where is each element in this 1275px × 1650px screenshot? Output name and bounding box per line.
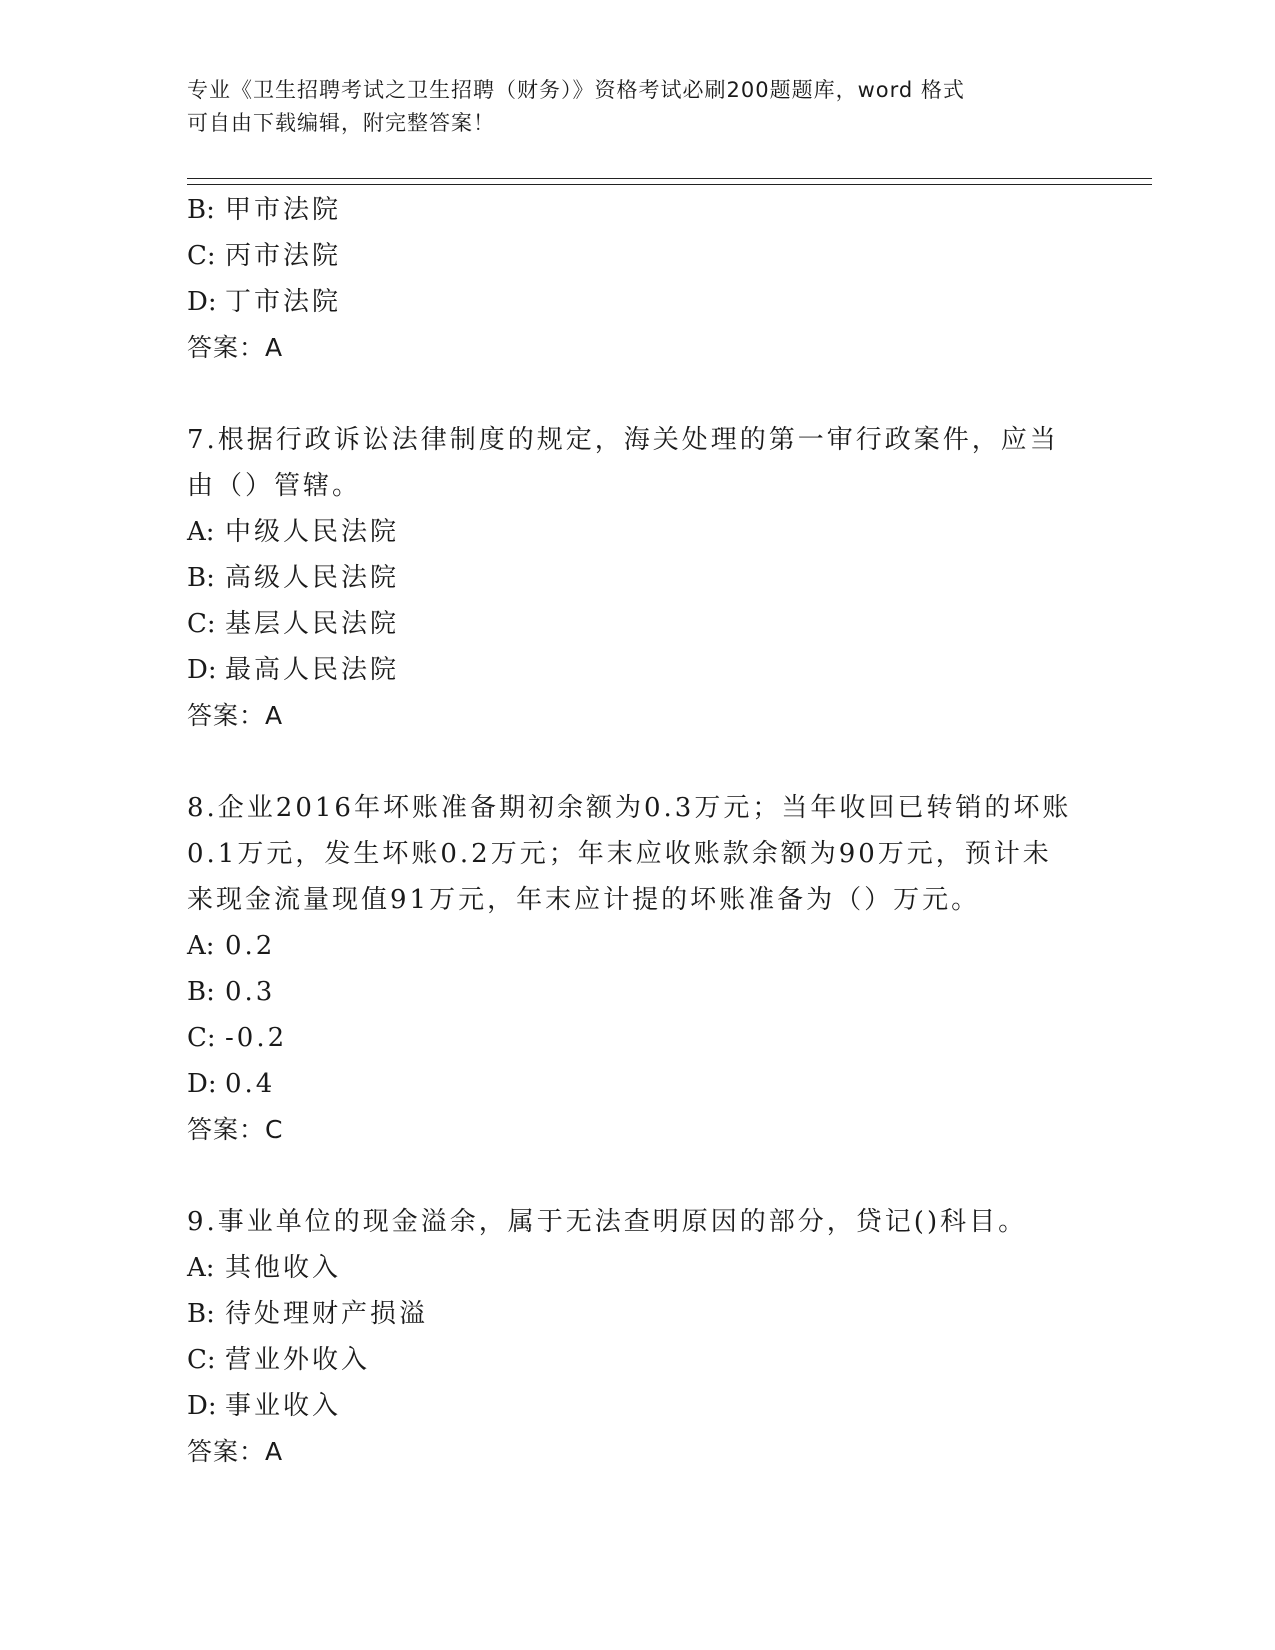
spacer xyxy=(187,371,1087,417)
option-text: 营业外收入 xyxy=(225,1345,371,1375)
option-text: 事业收入 xyxy=(225,1391,342,1421)
document-header xyxy=(187,74,1067,140)
question-stem-line: 由（）管辖。 xyxy=(187,471,362,501)
option-letter: D: xyxy=(187,655,217,685)
option-c xyxy=(187,1337,1087,1383)
answer-line: 答案：A xyxy=(187,333,284,362)
question-block-prev xyxy=(187,187,1087,371)
option-a xyxy=(187,509,1087,555)
option-text: 甲市法院 xyxy=(225,195,342,225)
header-divider-top xyxy=(187,178,1152,179)
option-letter: C: xyxy=(187,1023,216,1053)
question-block-8 xyxy=(187,785,1087,1153)
option-letter: B: xyxy=(187,1299,215,1329)
option-letter: D: xyxy=(187,1391,217,1421)
option-letter: B: xyxy=(187,195,215,225)
option-text: 0.3 xyxy=(225,977,276,1007)
option-text: 最高人民法院 xyxy=(225,655,400,685)
answer-line: 答案：A xyxy=(187,1437,284,1466)
option-b xyxy=(187,187,1087,233)
option-letter: C: xyxy=(187,609,216,639)
question-stem-line: 0.1万元，发生坏账0.2万元；年末应收账款余额为90万元，预计未 xyxy=(187,839,1052,869)
option-text: 中级人民法院 xyxy=(225,517,400,547)
question-block-9 xyxy=(187,1199,1087,1475)
answer-line: 答案：C xyxy=(187,1115,284,1144)
option-text: 高级人民法院 xyxy=(225,563,400,593)
option-d xyxy=(187,1061,1087,1107)
spacer xyxy=(187,739,1087,785)
question-block-7 xyxy=(187,417,1087,739)
option-text: 基层人民法院 xyxy=(225,609,400,639)
option-text: 0.2 xyxy=(225,931,276,961)
option-d xyxy=(187,647,1087,693)
option-text: -0.2 xyxy=(225,1023,288,1053)
option-b xyxy=(187,969,1087,1015)
question-stem-line: 8.企业2016年坏账准备期初余额为0.3万元；当年收回已转销的坏账 xyxy=(187,793,1072,823)
option-text: 0.4 xyxy=(225,1069,276,1099)
option-text: 其他收入 xyxy=(225,1253,342,1283)
option-d xyxy=(187,1383,1087,1429)
spacer xyxy=(187,1153,1087,1199)
option-a xyxy=(187,1245,1087,1291)
header-divider-bottom xyxy=(187,184,1152,185)
option-text: 待处理财产损溢 xyxy=(225,1299,429,1329)
option-letter: D: xyxy=(187,1069,217,1099)
question-stem-line: 7.根据行政诉讼法律制度的规定，海关处理的第一审行政案件，应当 xyxy=(187,425,1059,455)
answer-line: 答案：A xyxy=(187,701,284,730)
header-line-1: 专业《卫生招聘考试之卫生招聘（财务）》资格考试必刷200题题库，word 格式 xyxy=(187,78,965,102)
option-text: 丁市法院 xyxy=(225,287,342,317)
option-b xyxy=(187,555,1087,601)
question-stem-line: 来现金流量现值91万元，年末应计提的坏账准备为（）万元。 xyxy=(187,885,981,915)
option-c xyxy=(187,601,1087,647)
option-text: 丙市法院 xyxy=(225,241,342,271)
question-stem-line: 9.事业单位的现金溢余，属于无法查明原因的部分，贷记()科目。 xyxy=(187,1207,1028,1237)
option-d xyxy=(187,279,1087,325)
option-letter: B: xyxy=(187,977,215,1007)
option-letter: A: xyxy=(187,517,215,547)
option-a xyxy=(187,923,1087,969)
option-letter: A: xyxy=(187,931,215,961)
option-letter: C: xyxy=(187,1345,216,1375)
option-letter: A: xyxy=(187,1253,215,1283)
option-c xyxy=(187,1015,1087,1061)
option-c xyxy=(187,233,1087,279)
question-list xyxy=(187,187,1087,1475)
option-letter: B: xyxy=(187,563,215,593)
option-letter: C: xyxy=(187,241,216,271)
header-line-2: 可自由下载编辑，附完整答案！ xyxy=(187,111,495,135)
option-letter: D: xyxy=(187,287,217,317)
option-b xyxy=(187,1291,1087,1337)
